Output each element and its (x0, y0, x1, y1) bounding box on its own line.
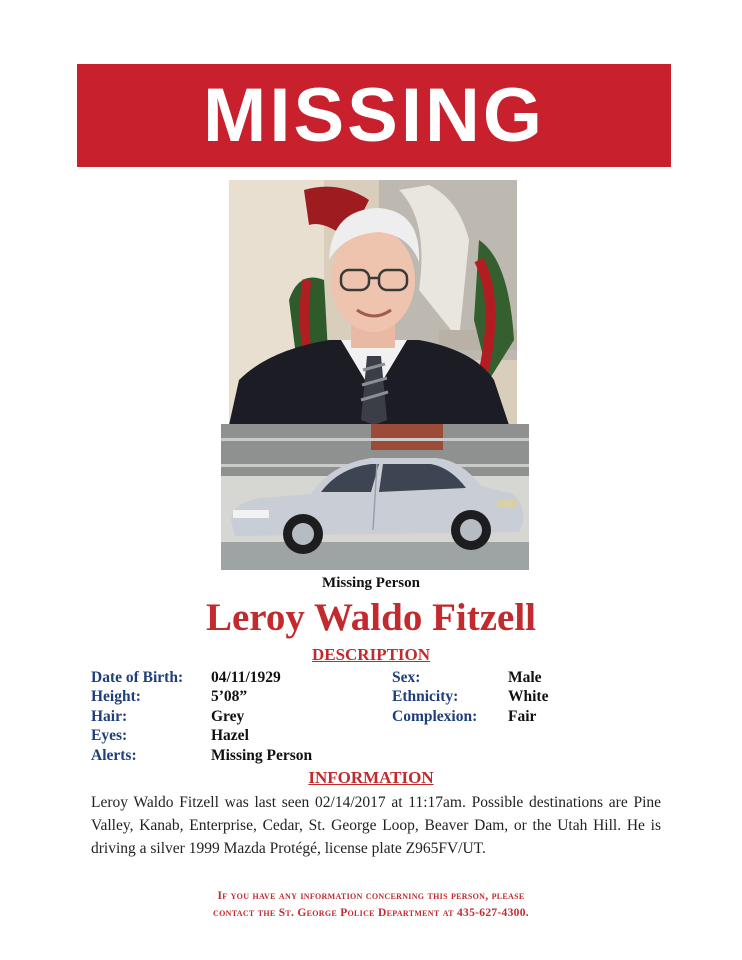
missing-banner (77, 64, 671, 167)
hair-value: Grey (211, 708, 245, 725)
alerts-value: Missing Person (211, 747, 313, 764)
dob-label: Date of Birth: (91, 669, 184, 686)
dob-value: 04/11/1929 (211, 669, 281, 686)
complexion-label: Complexion: (392, 708, 478, 725)
height-label: Height: (91, 688, 141, 705)
person-caption: Missing Person (322, 575, 420, 591)
banner-title: MISSING (203, 72, 545, 158)
person-name: Leroy Waldo Fitzell (205, 596, 537, 639)
ethnicity-value: White (508, 688, 549, 705)
information-heading: INFORMATION (308, 768, 434, 787)
sex-value: Male (508, 669, 542, 686)
contact-line-1: If you have any information concerning this person, please (217, 890, 525, 902)
eyes-label: Eyes: (91, 727, 128, 744)
description-heading: DESCRIPTION (311, 645, 431, 664)
eyes-value: Hazel (211, 727, 249, 744)
sex-label: Sex: (392, 669, 421, 686)
ethnicity-label: Ethnicity: (392, 688, 459, 705)
complexion-value: Fair (508, 708, 537, 725)
alerts-label: Alerts: (91, 747, 137, 764)
height-value: 5’08” (211, 688, 248, 705)
hair-label: Hair: (91, 708, 128, 725)
car-photo (221, 424, 529, 570)
contact-line-2: contact the St. George Police Department at 435-627-4300. (213, 907, 529, 919)
person-photo (229, 180, 517, 425)
information-text: Leroy Waldo Fitzell was last seen 02/14/2017 at 11:17am. Possible destinations are Pine Valley, Kanab, Enterprise, Cedar, St. George Loop, Beaver Dam, or the Utah Hill. He is driving a silver 1999 Mazda Protégé, license plate Z965FV/UT. (91, 794, 661, 857)
